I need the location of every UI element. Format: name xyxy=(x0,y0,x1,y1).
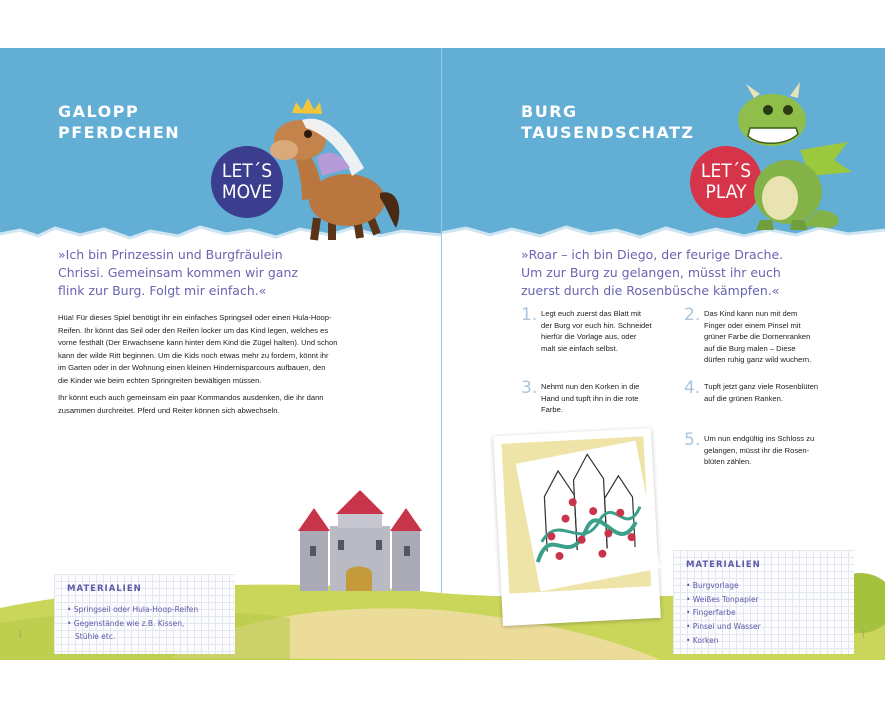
text-line: auf die Burg malen – Diese xyxy=(704,343,796,353)
step-number: 1. xyxy=(521,305,538,325)
step-number: 4. xyxy=(684,378,701,398)
text-line: hierfür die Vorlage aus, oder xyxy=(541,332,637,341)
text-line: Das Kind kann nun mit dem xyxy=(704,309,798,318)
title-line: PFERDCHEN xyxy=(58,123,181,142)
step-number: 3. xyxy=(521,378,538,398)
right-materials-box xyxy=(673,550,854,654)
materials-list xyxy=(686,579,761,648)
badge-line: MOVE xyxy=(221,181,273,203)
badge-line: LET´S xyxy=(221,160,273,182)
quote-line: Um zur Burg zu gelangen, müsst ihr euch xyxy=(521,265,781,280)
quote-line: »Roar – ich bin Diego, der feurige Drache. xyxy=(521,247,784,262)
step-text xyxy=(541,308,652,354)
title-line: BURG xyxy=(521,102,578,121)
text-line: Farbe. xyxy=(541,405,563,414)
title-line: GALOPP xyxy=(58,102,140,121)
text-line: Hüa! Für dieses Spiel benötigt ihr ein einfaches Springseil oder einen Hula-Hoop- xyxy=(58,313,332,322)
text-line: Reifen. Ihr könnt das Seil oder den Reifen locker um das Kind legen, welches es xyxy=(58,325,329,335)
material-item: • Springseil oder Hula-Hoop-Reifen xyxy=(67,605,199,614)
step-text xyxy=(704,381,818,404)
left-page-title xyxy=(58,101,180,143)
step-number: 5. xyxy=(684,430,701,450)
material-item: • Pinsel und Wasser xyxy=(686,622,761,632)
craft-photo-polaroid xyxy=(493,428,661,626)
material-item: • Burgvorlage xyxy=(686,581,739,590)
step-text xyxy=(541,381,639,416)
right-page-number: | xyxy=(862,630,865,638)
text-line: Legt euch zuerst das Blatt mit xyxy=(541,309,642,318)
text-line: auf die grünen Ranken. xyxy=(704,393,783,403)
badge-line: LET´S xyxy=(700,160,752,182)
right-page-title xyxy=(521,101,695,143)
text-line: kann der wilde Ritt beginnen. Um die Kids noch etwas mehr zu fordern, könnt ihr xyxy=(58,350,329,360)
text-line: die Kinder wie beim echten Springreiten bewältigen müssen. xyxy=(58,375,262,385)
step-text xyxy=(704,308,811,366)
step-number: 2. xyxy=(684,305,701,325)
text-line: Hand und tupft ihn in die rote xyxy=(541,393,639,403)
left-paragraph-1 xyxy=(58,312,337,388)
text-line: gelangen, müsst ihr die Rosen- xyxy=(704,445,810,455)
text-line: blüten zählen. xyxy=(704,457,752,466)
castle-illustration xyxy=(292,486,427,594)
materials-heading: MATERIALIEN xyxy=(686,560,761,570)
material-item: • Korken xyxy=(686,635,719,645)
text-line: Tupft jetzt ganz viele Rosenblüten xyxy=(704,382,819,391)
material-item: • Fingerfarbe xyxy=(686,608,736,618)
book-spread xyxy=(0,48,885,660)
left-page-number: | xyxy=(19,630,22,638)
text-line: im Garten oder in der Wohnung einen kleinen Hindernisparcours aufbauen, den xyxy=(58,363,326,373)
badge-line: PLAY xyxy=(705,181,747,203)
quote-line: Chrissi. Gemeinsam kommen wir ganz xyxy=(58,265,298,280)
quote-line: »Ich bin Prinzessin und Burgfräulein xyxy=(58,247,283,262)
horse-princess-illustration xyxy=(262,88,412,238)
text-line: zusammen durchreitet. Pferd und Reiter können sich abwechseln. xyxy=(58,405,280,415)
right-quote xyxy=(521,246,783,300)
title-line: TAUSENDSCHATZ xyxy=(521,123,695,142)
materials-heading: MATERIALIEN xyxy=(67,584,142,594)
quote-line: flink zur Burg. Folgt mir einfach.« xyxy=(58,283,267,298)
quote-line: zuerst durch die Rosenbüsche kämpfen.« xyxy=(521,283,780,298)
material-item: Stühle etc. xyxy=(75,632,116,642)
left-paragraph-2 xyxy=(58,392,324,417)
text-line: grüner Farbe die Dornenranken xyxy=(704,332,811,341)
material-item: • Weißes Tonpapier xyxy=(686,594,759,604)
left-materials-box xyxy=(54,574,235,654)
text-line: Um nun endgültig ins Schloss zu xyxy=(704,434,815,443)
material-item: • Gegenstände wie z.B. Kissen, xyxy=(67,618,185,628)
text-line: Ihr könnt euch auch gemeinsam ein paar Kommandos ausdenken, die ihr dann xyxy=(58,393,324,402)
text-line: Finger oder einem Pinsel mit xyxy=(704,320,801,330)
text-line: Nehmt nun den Korken in die xyxy=(541,382,640,391)
text-line: der Burg vor euch hin. Schneidet xyxy=(541,320,652,330)
step-text xyxy=(704,433,814,468)
dragon-illustration xyxy=(730,80,855,230)
left-quote xyxy=(58,246,298,300)
text-line: dürfen ruhig ganz wild wuchern. xyxy=(704,355,812,364)
text-line: vorne festhält (Der Erwachsene kann hinter dem Kind die Zügel halten). Und schon xyxy=(58,338,338,348)
materials-list xyxy=(67,603,198,644)
text-line: malt sie einfach selbst. xyxy=(541,343,618,353)
castle-craft-photo xyxy=(502,436,652,593)
